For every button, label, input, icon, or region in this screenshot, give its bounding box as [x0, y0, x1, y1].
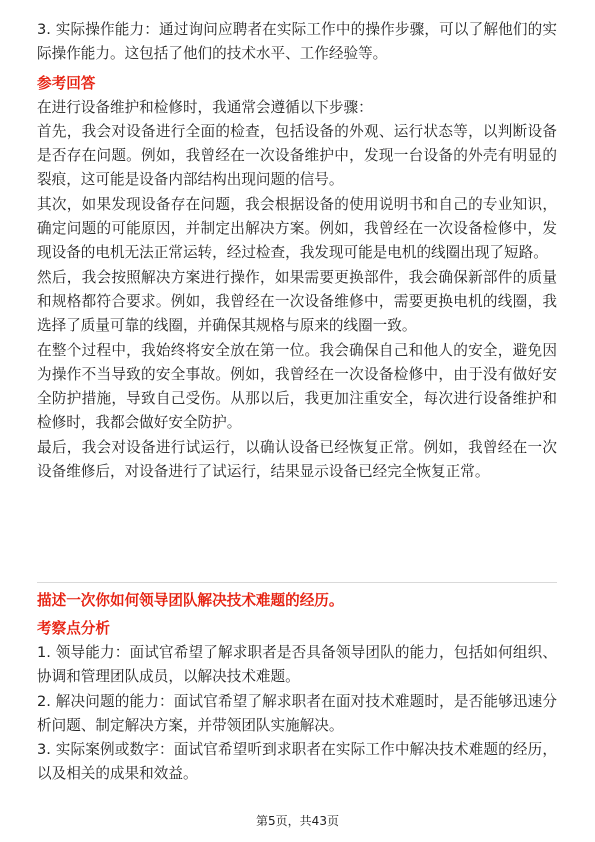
- document-page-lower: [37, 589, 557, 787]
- question-title: 描述一次你如何领导团队解决技术难题的经历。: [37, 592, 344, 609]
- answer-paragraph: 在整个过程中，我始终将安全放在第一位。我会确保自己和他人的安全，避免因为操作不当导致的安全事故。例如，我曾经在一次设备检修中，由于没有做好安全防护措施，导致自己受伤。从那以后，我更加注重安全，每次进行设备维护和检修时，我都会做好安全防护。: [37, 341, 557, 432]
- answer-paragraph: 然后，我会按照解决方案进行操作，如果需要更换部件，我会确保新部件的质量和规格都符合要求。例如，我曾经在一次设备维修中，需要更换电机的线圈，我选择了质量可靠的线圈，并确保其规格与原来的线圈一致。: [37, 268, 557, 335]
- answer-paragraph: 其次，如果发现设备存在问题，我会根据设备的使用说明书和自己的专业知识，确定问题的可能原因，并制定出解决方案。例如，我曾经在一次设备检修中，发现设备的电机无法正常运转，经过检查，我发现可能是电机的线圈出现了短路。: [37, 195, 557, 262]
- page-number: 第5页，共43页: [256, 814, 339, 828]
- analysis-item-3: 3. 实际操作能力：通过询问应聘者在实际工作中的操作步骤，可以了解他们的实际操作能力。这包括了他们的技术水平、工作经验等。: [37, 21, 557, 63]
- analysis-item: 2. 解决问题的能力：面试官希望了解求职者在面对技术难题时，是否能够迅速分析问题、制定解决方案，并带领团队实施解决。: [37, 692, 557, 734]
- analysis-item: 3. 实际案例或数字：面试官希望听到求职者在实际工作中解决技术难题的经历，以及相关的成果和效益。: [37, 741, 557, 783]
- analysis-heading: 考察点分析: [37, 620, 110, 637]
- answer-paragraph: 最后，我会对设备进行试运行，以确认设备已经恢复正常。例如，我曾经在一次设备维修后，对设备进行了试运行，结果显示设备已经完全恢复正常。: [37, 438, 557, 481]
- analysis-item: 1. 领导能力：面试官希望了解求职者是否具备领导团队的能力，包括如何组织、协调和管理团队成员，以解决技术难题。: [37, 644, 557, 686]
- document-page-upper: [37, 18, 557, 484]
- answer-heading: 参考回答: [37, 74, 96, 92]
- section-divider: [37, 582, 557, 583]
- answer-intro: 在进行设备维护和检修时，我通常会遵循以下步骤：: [37, 98, 373, 116]
- answer-paragraph: 首先，我会对设备进行全面的检查，包括设备的外观、运行状态等，以判断设备是否存在问题。例如，我曾经在一次设备维护中，发现一台设备的外壳有明显的裂痕，这可能是设备内部结构出现问题的信号。: [37, 122, 557, 189]
